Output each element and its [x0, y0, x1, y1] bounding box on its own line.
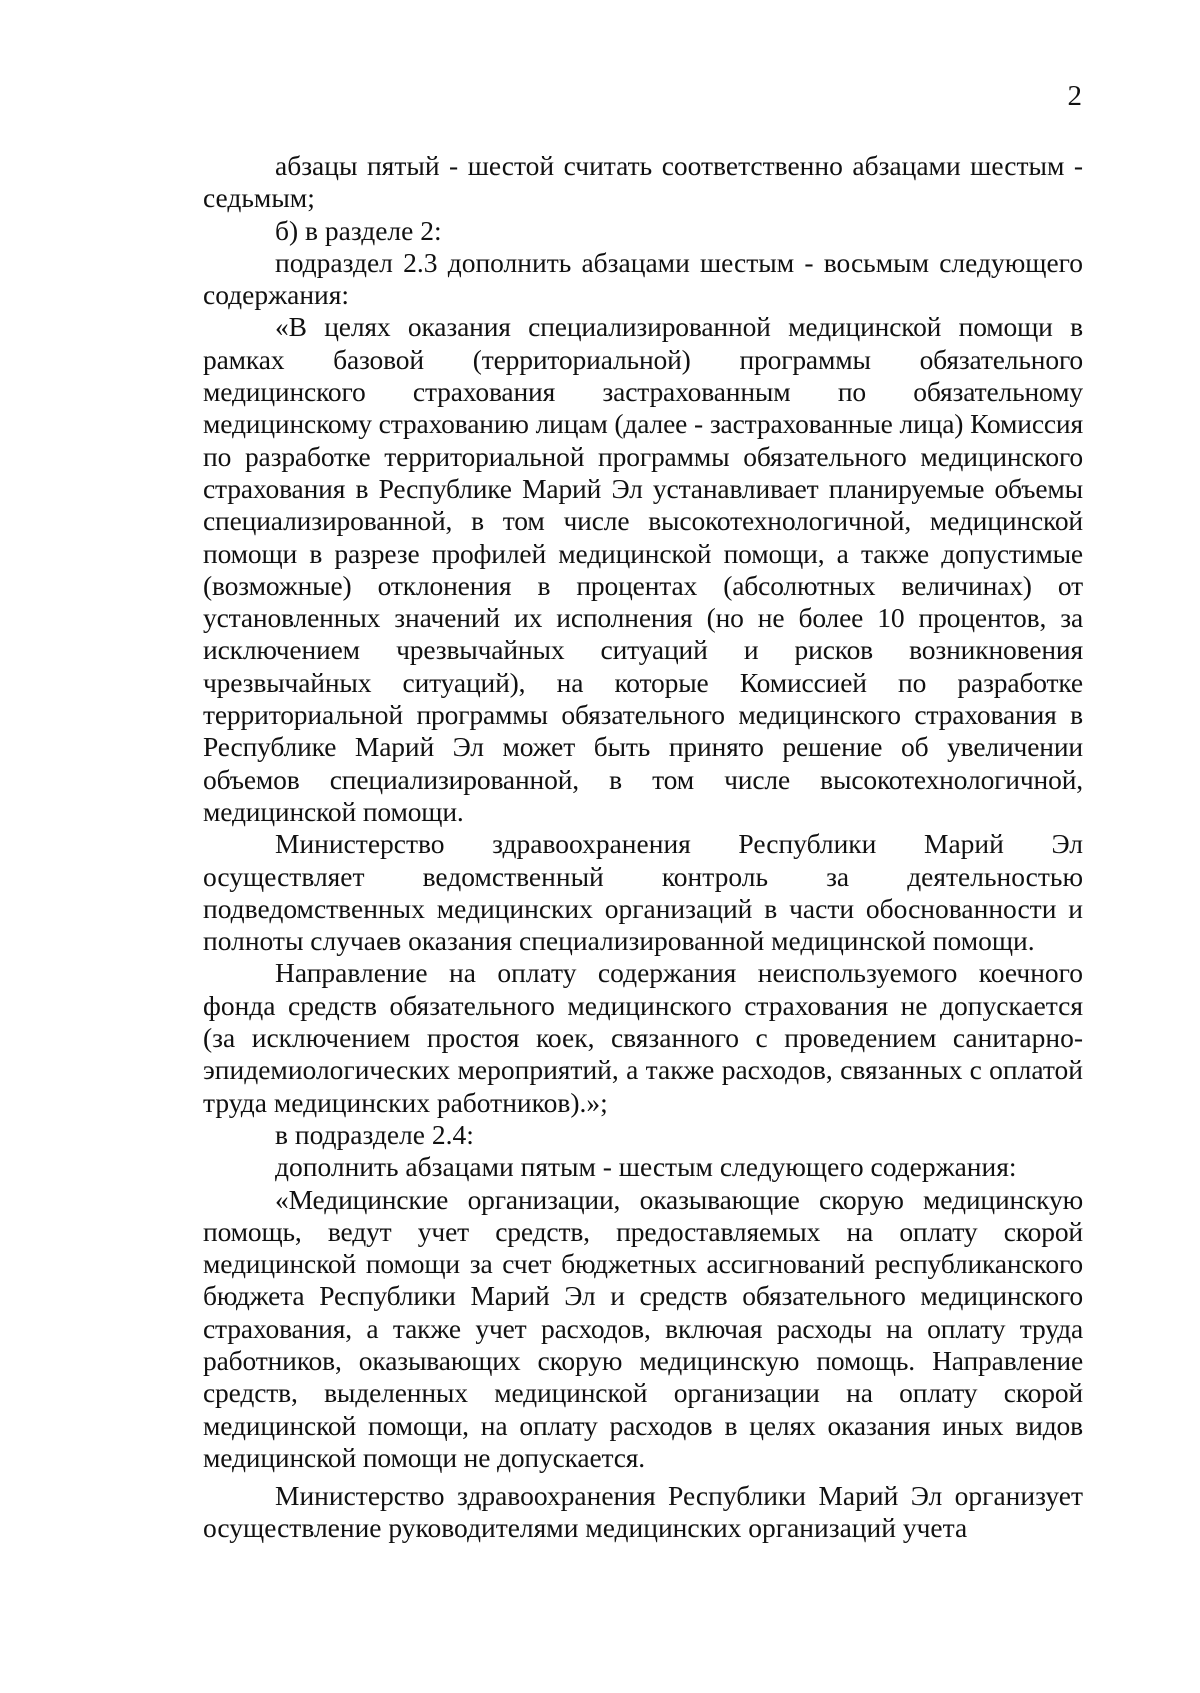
paragraph-subsection-2-3: подраздел 2.3 дополнить абзацами шестым - восьмым следующего содержания: — [203, 246, 1083, 311]
paragraph-section-2: б) в разделе 2: — [275, 214, 442, 246]
paragraph-emergency-care-accounting: «Медицинские организации, оказывающие скорую медицинскую помощь, ведут учет средств, предоставляемых на оплату скорой медицинской помощи за счет бюджетных ассигнований республиканского бюджета Республики Марий Эл и средств обязательного медицинского страхования, а также учет расходов, включая расходы на оплату труда работников, оказывающих скорую медицинскую помощь. Направление средств, выделенных медицинской организации на оплату скорой медицинской помощи, на оплату расходов в целях оказания иных видов медицинской помощи не допускается. — [203, 1183, 1083, 1473]
paragraph-specialized-care-volumes: «В целях оказания специализированной медицинской помощи в рамках базовой (территориальной) программы обязательного медицинского страхования застрахованным по обязательному медицинскому страхованию лицам (далее - застрахованные лица) Комиссия по разработке территориальной программы обязательного медицинского страхования в Республике Марий Эл устанавливает планируемые объемы специализированной, в том числе высокотехнологичной, медицинской помощи в разрезе профилей медицинской помощи, а также допустимые (возможные) отклонения в процентах (абсолютных величинах) от установленных значений их исполнения (но не более 10 процентов, за исключением чрезвычайных ситуаций и рисков возникновения чрезвычайных ситуаций), на которые Комиссией по разработке территориальной программы обязательного медицинского страхования в Республике Марий Эл может быть принято решение об увеличении объемов специализированной, в том числе высокотехнологичной, медицинской помощи. — [203, 311, 1083, 827]
paragraph-bed-fund: Направление на оплату содержания неиспользуемого коечного фонда средств обязательного медицинского страхования не допускается (за исключением простоя коек, связанного с проведением санитарно-эпидемиологических мероприятий, а также расходов, связанных с оплатой труда медицинских работников).»; — [203, 957, 1083, 1118]
paragraph-ministry-organizes: Министерство здравоохранения Республики Марий Эл организует осуществление руководителями медицинских организаций учета — [203, 1480, 1083, 1544]
document-body — [203, 150, 1083, 1545]
page-number: 2 — [1067, 80, 1082, 112]
paragraph-ministry-control: Министерство здравоохранения Республики Марий Эл осуществляет ведомственный контроль за деятельностью подведомственных медицинских организаций в части обоснованности и полноты случаев оказания специализированной медицинской помощи. — [203, 828, 1083, 957]
paragraph-renumbering: абзацы пятый - шестой считать соответственно абзацами шестым - седьмым; — [203, 150, 1083, 214]
paragraph-add-paragraphs: дополнить абзацами пятым - шестым следующего содержания: — [275, 1151, 1017, 1183]
paragraph-subsection-2-4: в подразделе 2.4: — [275, 1118, 474, 1150]
